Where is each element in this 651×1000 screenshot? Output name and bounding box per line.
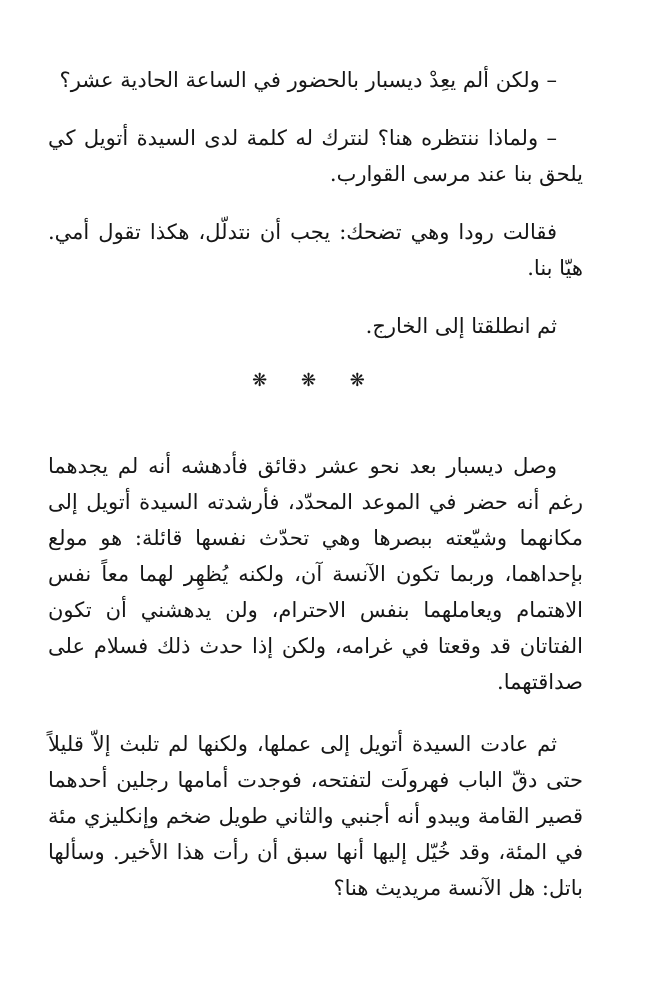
narration-paragraph-4: ثم انطلقتا إلى الخارج.	[365, 314, 557, 338]
dialogue-paragraph-2: – ولماذا ننتظره هنا؟ لنترك له كلمة لدى السيدة أتويل كي يلحق بنا عند مرسى القوارب.	[48, 126, 583, 186]
narration-paragraph-6: ثم عادت السيدة أتويل إلى عملها، ولكنها لم تلبث إلاّ قليلاً حتى دقّ الباب فهرولَت لتفتحه، فوجدت أمامها رجلين أحدهما قصير القامة ويبدو أنه أجنبي والثاني طويل ضخم وإنكليزي مئة في المئة، وقد خُيّل إليها أنها سبق أن رأت هذا الأخير. وسألها باتل: هل الآنسة مريديث هنا؟	[48, 732, 583, 900]
narration-paragraph-5: وصل ديسبار بعد نحو عشر دقائق فأدهشه أنه لم يجدهما رغم أنه حضر في الموعد المحدّد، فأرشدته السيدة أتويل إلى مكانهما وشيّعته ببصرها وهي تحدّث نفسها قائلة: هو مولع بإحداهما، وربما تكون الآنسة آن، ولكنه يُظهِر لهما معاً نفس الاهتمام ويعاملهما بنفس الاحترام، ولن يدهشني أن تكون الفتاتان قد وقعتا في غرامه، ولكن إذا حدث ذلك فسلام على صداقتهما.	[48, 454, 583, 694]
dialogue-paragraph-3: فقالت رودا وهي تضحك: يجب أن نتدلّل، هكذا تقول أمي. هيّا بنا.	[48, 220, 583, 280]
section-separator: ❋ ❋ ❋	[252, 370, 379, 391]
book-page	[48, 62, 583, 928]
dialogue-paragraph-1: – ولكن ألم يعِدْ ديسبار بالحضور في الساعة الحادية عشر؟	[59, 68, 557, 92]
